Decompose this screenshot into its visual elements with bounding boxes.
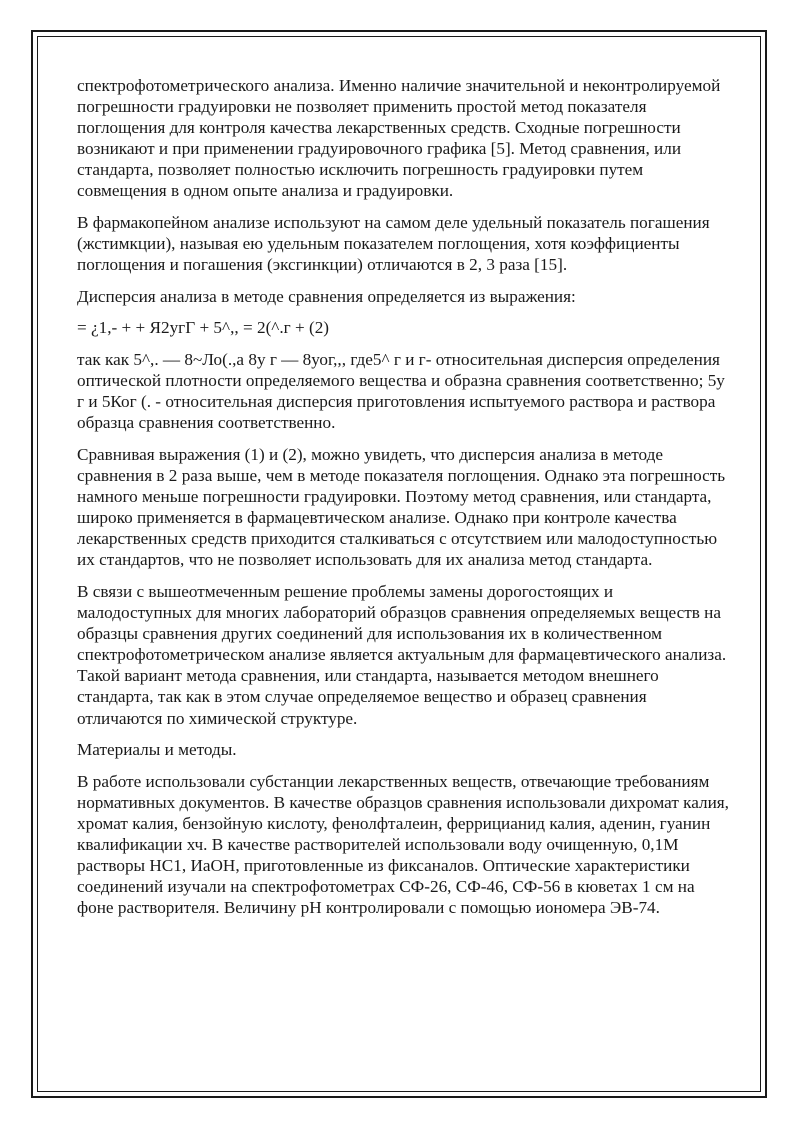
paragraph-dispersion-intro: Дисперсия анализа в методе сравнения определяется из выражения:	[77, 286, 576, 306]
paragraph-dispersion-definition: так как 5^,. — 8~Ло(.,а 8у г — 8уог,,, где5^ г и г- относительная дисперсия определения оптической плотности определяемого вещества и образна сравнения соответственно; 5у г и 5Ког (. - относительная дисперсия приготовления испытуемого раствора и раствора образца сравнения соответственно.	[77, 350, 725, 433]
paragraph-external-standard: В связи с вышеотмеченным решение проблемы замены дорогостоящих и малодоступных для многих лабораторий образцов сравнения определяемых веществ на образцы сравнения других соединений для использования их в количественном спектрофотометрическом анализе является актуальным для фармацевтического анализа. Такой вариант метода сравнения, или стандарта, называется методом внешнего стандарта, так как в этом случае определяемое вещество и образец сравнения отличаются по химической структуре.	[77, 581, 727, 728]
formula-dispersion: = ¿1,- + + Я2угГ + 5^,, = 2(^.г + (2)	[77, 318, 330, 338]
section-heading-materials: Материалы и методы.	[77, 740, 237, 760]
paragraph-comparison: Сравнивая выражения (1) и (2), можно увидеть, что дисперсия анализа в методе сравнения в 2 раза выше, чем в методе показателя поглощения. Однако эта погрешность намного меньше погрешности градуировки. Поэтому метод сравнения, или стандарта, широко применяется в фармацевтическом анализе. Однако при контроле качества лекарственных средств приходится сталкиваться с отсутствием или малодоступностью их стандартов, что не позволяет использовать для их анализа метод стандарта.	[77, 444, 726, 570]
paragraph-materials: В работе использовали субстанции лекарственных веществ, отвечающие требованиям нормативных документов. В качестве образцов сравнения использовали дихромат калия, хромат калия, бензойную кислоту, фенолфталеин, феррицианид калия, аденин, гуанин квалификации хч. В качестве растворителей использовали воду очищенную, 0,1М растворы НС1, ИаОН, приготовленные из фиксаналов. Оптические характеристики соединений изучали на спектрофотометрах СФ-26, СФ-46, СФ-56 в кюветах 1 см на фоне растворителя. Величину рН контролировали с помощью иономера ЭВ-74.	[77, 771, 729, 918]
paragraph-calibration-error: спектрофотометрического анализа. Именно наличие значительной и неконтролируемой погрешности градуировки не позволяет применить простой метод показателя поглощения для контроля качества лекарственных средств. Сходные погрешности возникают и при применении градуировочного графика [5]. Метод сравнения, или стандарта, позволяет полностью исключить погрешность градуировки путем совмещения в одном опыте анализа и градуировки.	[77, 76, 721, 201]
document-body	[77, 75, 729, 929]
paragraph-pharmacopoeia: В фармакопейном анализе используют на самом деле удельный показатель погашения (жстимкции), называя ею удельным показателем поглощения, хотя коэффициенты поглощения и погашения (эксгинкции) отличаются в 2, 3 раза [15].	[77, 213, 710, 275]
